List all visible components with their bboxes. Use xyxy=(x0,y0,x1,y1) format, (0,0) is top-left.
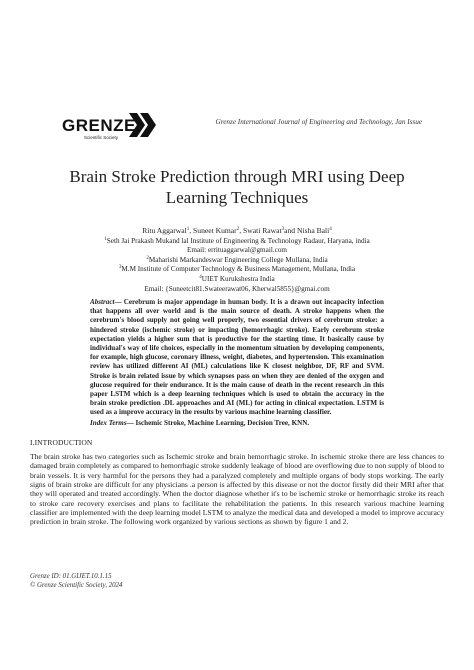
introduction-paragraph: The brain stroke has two categories such as Ischemic stroke and brain hemorrhagic stroke. In ischemic stroke there are less chances to damaged brain completely as compared to hemorrhagic stroke suddenly leakage of blood are overflowing due to non supply of blood to brain vessels. It is very harmful for the persons they had a paralyzed completely and multiple organs of body stops working. The early signs of brain stroke are difficult for any physicians .a person is affected by this disease or not the doctor firstly did their MRI after that they will operated and treated accordingly. When the doctor diagnose whether it's to be ischemic stroke or hemorrhagic stroke its reach to stroke care recovery exercises and plans to facilitate the rehabilitation the patients. In this research various machine learning classifier are implemented with the deep learning model LSTM to analyze the medical data and developed a model to improve accuracy prediction in brain stroke. The following work organized by various sections as shown by figure 1 and 2. xyxy=(30,452,444,527)
paper-title xyxy=(40,166,434,208)
affiliation-text: M.M Institute of Computer Technology & Business Management, Mullana, India xyxy=(121,265,356,274)
index-terms xyxy=(90,419,384,428)
logo-subtitle: Scientific Society xyxy=(84,135,119,140)
affiliation xyxy=(40,265,434,275)
author-name: Suneet Kumar xyxy=(193,226,237,235)
affiliation-text: Maharishi Markandeswar Engineering College Mullana, India xyxy=(148,255,328,264)
affiliation-sup: 2 xyxy=(146,255,149,261)
author-sup: 3 xyxy=(281,227,285,232)
abstract-label: Abstract xyxy=(90,298,115,306)
author-sep: , xyxy=(239,226,243,235)
affiliation xyxy=(40,275,434,285)
author-email: Email: {Suneetcit81.Swateerawat06, Kherwal5855}@gmai.com xyxy=(144,284,330,293)
logo-chevrons-icon xyxy=(129,110,159,140)
affiliation-text: Seth Jai Prakash Mukand lal Institute of Engineering & Technology Radaur, Haryana, india xyxy=(106,236,370,245)
author-sep: , xyxy=(189,226,194,235)
index-terms-label: Index Terms xyxy=(90,419,127,427)
title-line-2: Learning Techniques xyxy=(165,188,309,207)
author-sep: and xyxy=(284,226,297,235)
logo-text: GRENZE xyxy=(62,116,136,135)
author-block xyxy=(40,226,434,294)
grenze-id: Grenze ID: 01.GIJET.10.1.15 xyxy=(30,573,112,580)
copyright: © Grenze Scientific Society, 2024 xyxy=(30,581,123,589)
author-sup: 1 xyxy=(186,227,190,232)
author-email: Email: errituaggarwal@gmail.com xyxy=(186,246,288,255)
author-name: Nisha Bali xyxy=(296,226,330,235)
affiliation-sup: 4 xyxy=(199,274,202,280)
section-heading: I.INTRODUCTION xyxy=(30,438,93,447)
abstract xyxy=(90,298,384,418)
abstract-text: — Cerebrum is major appendage in human body. It is a drawn out incapacity infection that happens all over world and is the main source of death. A stroke happens when the cerebrum's blood supply not going well properly, two essential drivers of cerebrum stroke: a hindered stroke (ischemic stroke) or impacting (hemorrhagic stroke). Early cerebrum stroke expectation yields a higher sum that is productive for the starting time. It basically cause by individual's way of life choices, especially in the momentum situation by developing components, for example, high glucose, coronary illness, weight, diabetes, and hypertension. This examination review has utilized different AI (ML) calculations like K closest neighbor, DF, RF and SVM. Stroke is brain related issue by which synapses pass on when they are denied of the oxygen and glucose required for their endurance. It is the main cause of death in the recent research .in this paper LSTM which is a deep learning techniques which is used to obtain the accuracy in the brain stroke prediction .DL approaches and AI (ML) for acting in clinical expectation. LSTM is used as a improve accuracy in the results by various machine learning classifier. xyxy=(90,298,384,417)
author-name: Ritu Aggarwal xyxy=(142,226,187,235)
affiliation-sup: 1 xyxy=(104,236,107,242)
index-terms-text: — Ischemic Stroke, Machine Learning, Decision Tree, KNN. xyxy=(126,419,310,427)
affiliation xyxy=(40,237,434,247)
affiliation-text: UIET Kurukshestra India xyxy=(201,274,275,283)
page-footer xyxy=(30,573,122,590)
affiliation xyxy=(40,256,434,266)
grenze-logo xyxy=(62,108,162,148)
author-name: Swati Rawat xyxy=(243,226,282,235)
title-line-1: Brain Stroke Prediction through MRI using Deep xyxy=(69,167,405,186)
affiliation-sup: 3 xyxy=(118,265,122,271)
author-sup: 4 xyxy=(329,227,332,232)
author-sup: 2 xyxy=(236,227,240,232)
journal-name: Grenze International Journal of Engineering and Technology, Jan Issue xyxy=(215,118,422,126)
author-names xyxy=(40,226,434,236)
